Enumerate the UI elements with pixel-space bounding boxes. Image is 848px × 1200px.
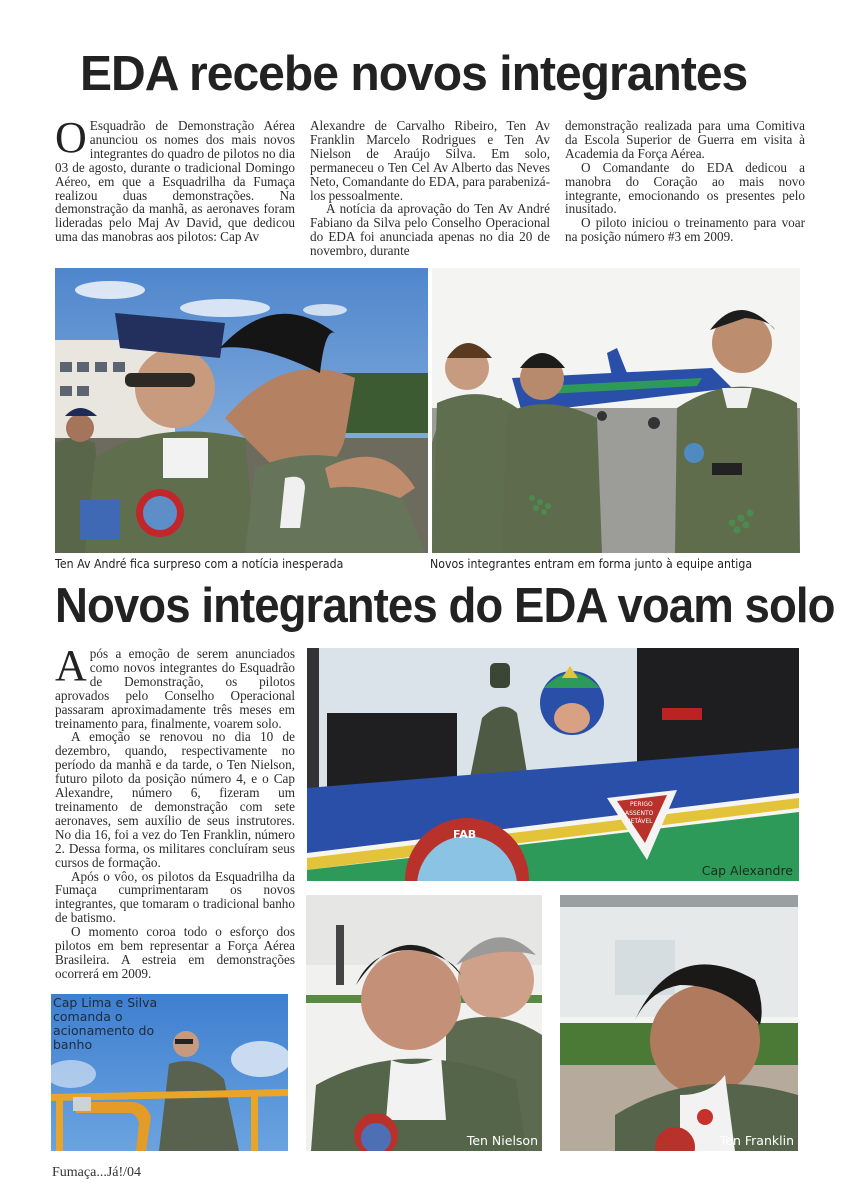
officers-embrace-photo: [55, 268, 428, 553]
photo-caption-ten-franklin: Ten Franklin: [719, 1133, 794, 1148]
cockpit-photo: [307, 648, 799, 881]
photo-caption-ten-nielson: Ten Nielson: [466, 1133, 538, 1148]
article1-paragraph-1: Esquadrão de Demonstração Aérea anunciou os nomes dos mais novos integrantes do quadro de pilotos no dia 03 de agosto, durante o tradicional Domingo Aéreo, em que a Esquadrilha da Fumaça realizou duas demonstrações. Na demonstração da manhã, as aeronaves foram lideradas pelo Maj Av David, que dedicou uma das manobras aos pilotos: Cap Av: [55, 118, 295, 245]
article1-paragraph-3: A notícia da aprovação do Ten Av André Fabiano da Silva pelo Conselho Operacional do EDA foi anunciada apenas no dia 20 de novembro, durante: [310, 201, 550, 259]
article1-paragraph-4: demonstração realizada para uma Comitiva da Escola Superior de Guerra em visita à Academia da Força Aérea.: [565, 118, 805, 161]
photo-caption-formation: Novos integrantes entram em forma junto à equipe antiga: [430, 556, 753, 571]
placard-text: EJETÁVEL: [625, 818, 653, 825]
article1-paragraph-5: O Comandante do EDA dedicou a manobra do Coração ao mais novo integrante, emocionando os presentes pelo inusitado.: [565, 159, 805, 217]
ten-franklin-photo: [560, 895, 798, 1151]
article1-column-3: [565, 119, 805, 244]
article1-paragraph-6: O piloto iniciou o treinamento para voar na posição número #3 em 2009.: [565, 215, 805, 245]
pilots-in-formation-photo: [432, 268, 800, 553]
article2-paragraph-1: pós a emoção de serem anunciados como novos integrantes do Esquadrão de Demonstração, os pilotos aprovados pelo Conselho Operacional passaram aproximadamente três meses em treinamento para, finalmente, voarem solo.: [55, 646, 295, 731]
placard-text: ASSENTO: [625, 810, 654, 817]
photo-illustration: [432, 268, 800, 553]
article-title-2: Novos integrantes do EDA voam solo: [55, 579, 835, 633]
photo-illustration: [307, 648, 799, 881]
photo-caption-bath: Cap Lima e Silva comanda o acionamento do banho: [53, 995, 158, 1052]
article1-column-1: [55, 113, 295, 245]
fab-badge-text: FAB: [453, 828, 477, 841]
article2-paragraph-4: O momento coroa todo o esforço dos pilotos em bem representar a Força Aérea Brasileira. A estreia em demonstrações ocorrerá em 2009.: [55, 924, 295, 981]
photo-illustration: [55, 268, 428, 553]
article2-column: [55, 641, 295, 981]
article2-paragraph-3: Após o vôo, os pilotos da Esquadrilha da Fumaça cumprimentaram os novos integrantes, que tomaram o tradicional banho de batismo.: [55, 868, 295, 926]
ten-nielson-photo: [306, 895, 542, 1151]
photo-caption-embrace: Ten Av André fica surpreso com a notícia inesperada: [55, 556, 344, 571]
article-title-1: EDA recebe novos integrantes: [80, 47, 748, 101]
photo-caption-cap-alexandre: Cap Alexandre: [701, 863, 793, 878]
article1-paragraph-2: Alexandre de Carvalho Ribeiro, Ten Av Franklin Marcelo Rodrigues e Ten Av Nielson de Araújo Silva. Em solo, permaneceu o Ten Cel Av Alberto das Neves Neto, Comandante do EDA, para parabenizá-los pessoalmente.: [310, 118, 550, 203]
article2-paragraph-2: A emoção se renovou no dia 10 de dezembro, quando, respectivamente no período da manhã e da tarde, o Ten Nielson, futuro piloto da posição número 4, e o Cap Alexandre, número 6, fizeram um treinamento de demonstração com sete aeronaves, sem auxílio de seus instrutores. No dia 16, foi a vez do Ten Franklin, número 2. Dessa forma, os militares concluíram seus cursos de formação.: [55, 729, 295, 870]
placard-text: PERIGO: [630, 801, 653, 808]
bath-photo: [51, 994, 288, 1151]
photo-illustration: [560, 895, 798, 1151]
article1-column-2: [310, 119, 550, 258]
photo-illustration: [306, 895, 542, 1151]
page-footer: Fumaça...Já!/04: [52, 1165, 142, 1180]
dropcap-o: O: [55, 113, 87, 162]
dropcap-a: A: [55, 641, 87, 690]
